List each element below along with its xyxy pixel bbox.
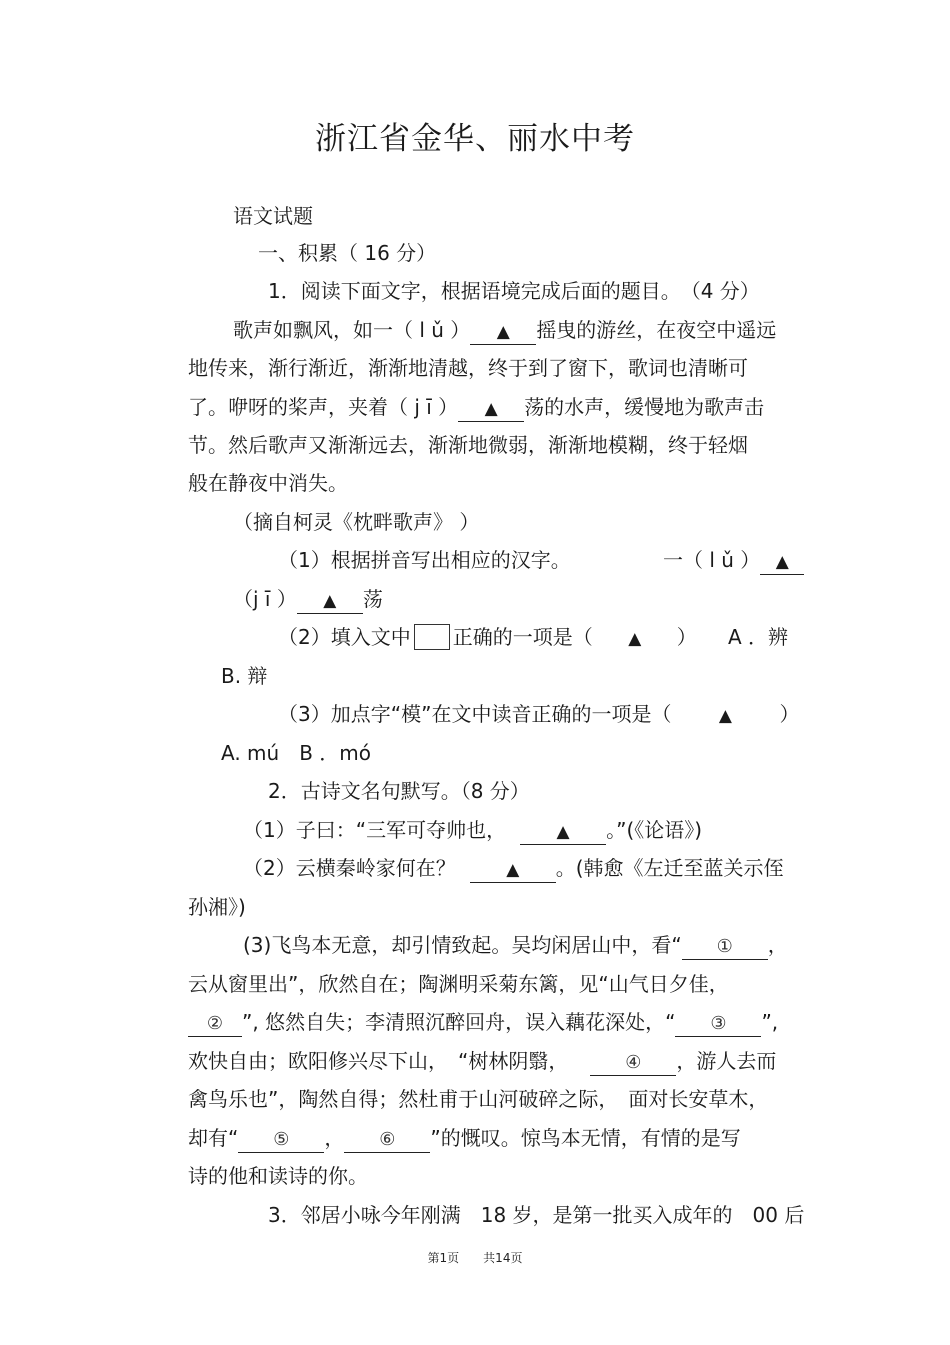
- passage-line-4: 节。然后歌声又渐渐远去，渐渐地微弱，渐渐地模糊，终于轻烟: [188, 433, 748, 457]
- circle-number: ⑥: [379, 1129, 396, 1150]
- fill-box[interactable]: [414, 624, 450, 650]
- answer-blank[interactable]: [238, 1126, 324, 1153]
- circle-number: ③: [710, 1013, 727, 1034]
- sub-question-1-blank-b: （j ī ） ▲ 荡: [233, 586, 383, 614]
- answer-blank[interactable]: [520, 818, 606, 845]
- triangle-marker: ▲: [496, 322, 510, 342]
- answer-blank[interactable]: [297, 587, 363, 614]
- question-3-stem: 3．邻居小咏今年刚满 18 岁，是第一批买入成年的 00 后: [268, 1203, 805, 1227]
- page-title: 浙江省金华、丽水中考: [315, 121, 635, 157]
- triangle-marker: ▲: [556, 822, 570, 842]
- page-footer: 第1页 共14页: [427, 1251, 523, 1265]
- sub-question-1: （1）根据拼音写出相应的汉字。: [278, 548, 571, 572]
- para-line-3: ② ”, 悠然自失；李清照沉醉回舟，误入藕花深处，“ ③ ”,: [188, 1009, 778, 1037]
- triangle-marker: ▲: [323, 591, 337, 611]
- answer-blank[interactable]: [470, 318, 536, 345]
- sub-question-1-blank-a: 一（ l ǔ ） ▲: [663, 547, 804, 575]
- answer-blank[interactable]: [590, 1049, 676, 1076]
- poem-line-2: （2）云横秦岭家何在？ ▲ 。(韩愈《左迁至蓝关示侄: [243, 855, 784, 883]
- answer-blank[interactable]: [760, 548, 804, 575]
- poem-line-2-cont: 孙湘》): [188, 895, 246, 919]
- question-1-stem: 1．阅读下面文字，根据语境完成后面的题目。 （4 分）: [268, 279, 760, 303]
- option-a: A ．辨: [728, 625, 789, 649]
- answer-blank[interactable]: [675, 1010, 761, 1037]
- poem-line-1: （1）子曰：“三军可夺帅也， ▲ 。”(《论语》): [243, 817, 702, 845]
- passage-source: （摘自柯灵《枕畔歌声》 ）: [233, 510, 480, 534]
- circle-number: ①: [716, 936, 733, 957]
- para-line-2: 云从窗里出”，欣然自在；陶渊明采菊东篱，见“山气日夕佳，: [188, 972, 729, 996]
- para-line-5: 禽鸟乐也”，陶然自得；然杜甫于山河破碎之际， 面对长安草木，: [188, 1087, 769, 1111]
- triangle-marker: ▲: [628, 629, 642, 649]
- section-heading: 一、积累（ 16 分）: [258, 241, 437, 265]
- sub-question-2: （2）填入文中 正确的一项是（ ▲ ）: [278, 625, 697, 649]
- answer-blank[interactable]: [682, 933, 768, 960]
- question-2-stem: 2．古诗文名句默写。（8 分）: [268, 779, 530, 803]
- passage-line-3: 了。咿呀的桨声，夹着（ j ī ） ▲ 荡的水声，缓慢地为歌声击: [188, 394, 764, 422]
- triangle-marker: ▲: [484, 399, 498, 419]
- subtitle: 语文试题: [233, 204, 313, 228]
- triangle-marker: ▲: [775, 552, 789, 572]
- answer-blank[interactable]: [188, 1010, 242, 1037]
- answer-blank[interactable]: [344, 1126, 430, 1153]
- option-b: B. 辩: [221, 664, 268, 688]
- answer-blank[interactable]: [470, 856, 556, 883]
- para-line-7: 诗的他和读诗的你。: [188, 1164, 368, 1188]
- passage-line-5: 般在静夜中消失。: [188, 471, 348, 495]
- passage-line-1: 歌声如飘风，如一（ l ǔ ） ▲ 摇曳的游丝，在夜空中遥远: [233, 317, 776, 345]
- circle-number: ⑤: [273, 1129, 290, 1150]
- answer-blank[interactable]: [458, 395, 524, 422]
- passage-line-2: 地传来，渐行渐近，渐渐地清越，终于到了窗下，歌词也清晰可: [188, 356, 748, 380]
- triangle-marker: ▲: [506, 860, 520, 880]
- circle-number: ②: [206, 1013, 224, 1034]
- sub-question-3: （3）加点字“模”在文中读音正确的一项是（ ▲ ）: [278, 702, 800, 726]
- para-line-1: (3)飞鸟本无意，却引情致起。吴均闲居山中，看“ ① ，: [243, 932, 788, 960]
- triangle-marker: ▲: [718, 706, 732, 726]
- sub-question-3-options: A. mú B ．mó: [221, 741, 371, 765]
- circle-number: ④: [625, 1052, 642, 1073]
- para-line-4: 欢快自由；欧阳修兴尽下山， “树林阴翳， ④ ，游人去而: [188, 1048, 776, 1076]
- para-line-6: 却有“ ⑤ ， ⑥ ”的慨叹。惊鸟本无情，有情的是写: [188, 1125, 741, 1153]
